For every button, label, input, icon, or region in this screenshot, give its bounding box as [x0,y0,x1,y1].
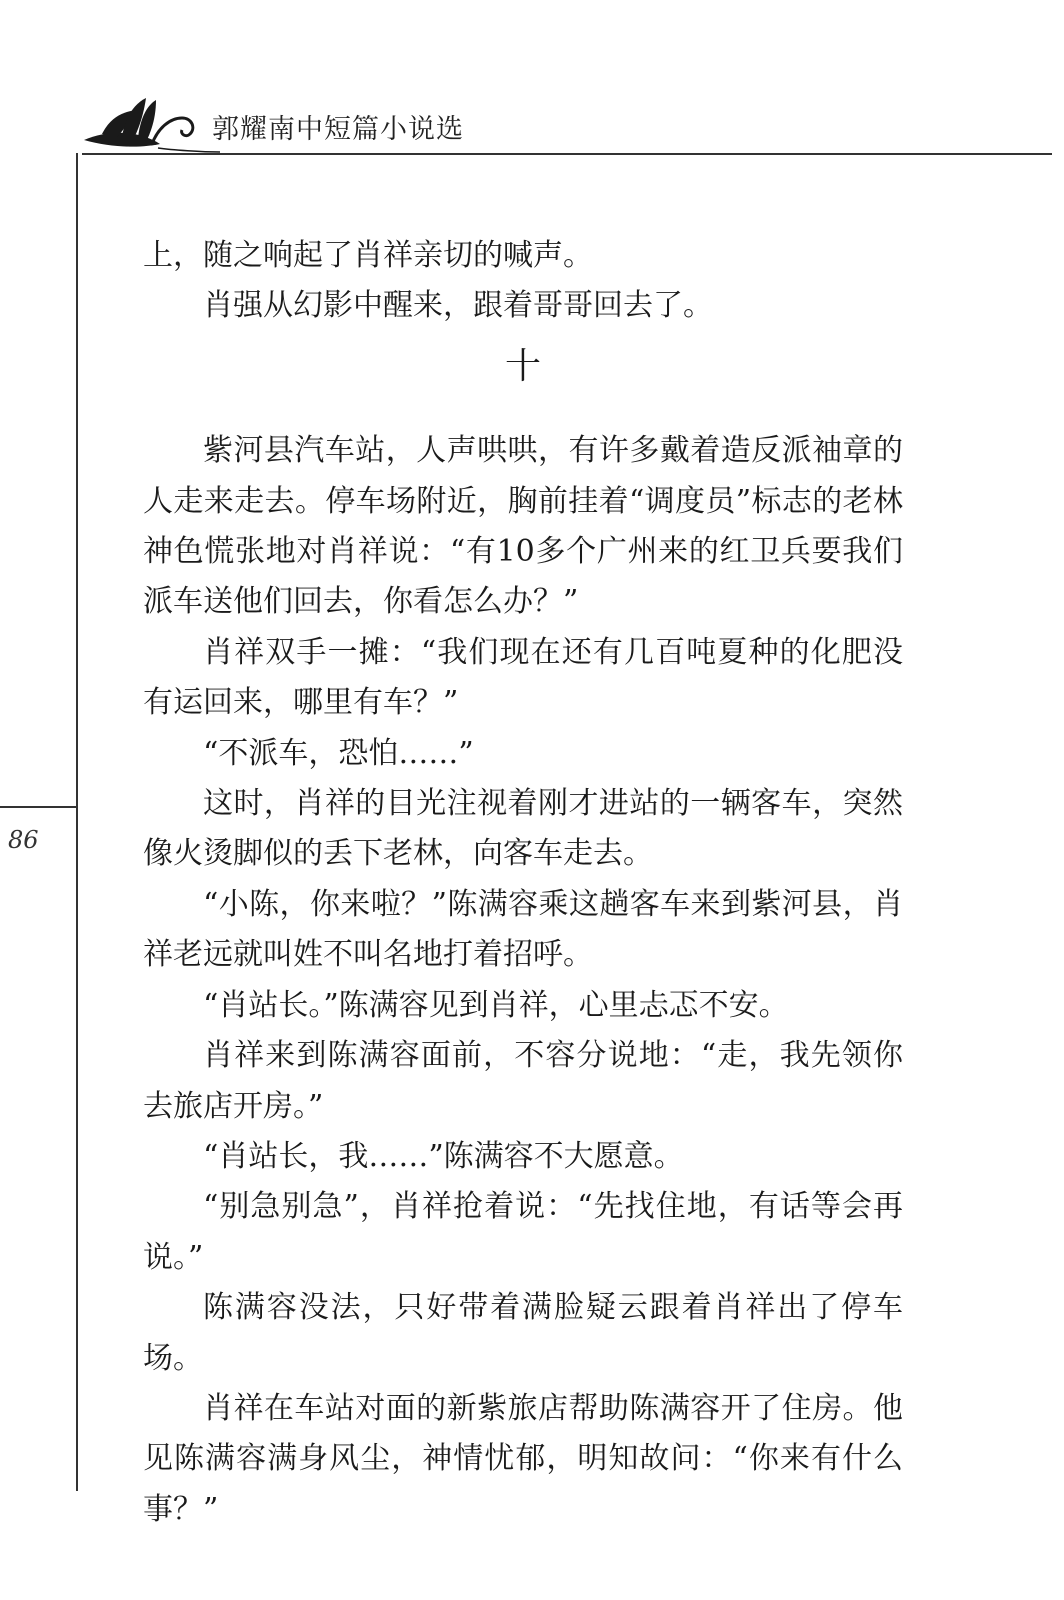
paragraph: “不派车，恐怕……” [203,735,474,771]
paragraph: “别急别急”，肖祥抢着说：“先找住地，有话等会再说。” [143,1189,903,1275]
paragraph: 上，随之响起了肖祥亲切的喊声。 [143,238,593,273]
paragraph: 紫河县汽车站，人声哄哄，有许多戴着造反派袖章的人走来走去。停车场附近，胸前挂着“调度员”标志的老林神色慌张地对肖祥说：“有10多个广州来的红卫兵要我们派车送他们回去，你看怎么办？” [143,433,903,620]
folio-rule [0,806,78,808]
paragraphs-before-section [143,231,903,332]
section-number: 十 [504,345,541,387]
page-number: 86 [8,826,39,854]
margin-rule [76,153,78,1491]
paragraph: 肖强从幻影中醒来，跟着哥哥回去了。 [203,288,713,324]
paragraph: 肖祥来到陈满容面前，不容分说地：“走，我先领你去旅店开房。” [143,1038,903,1124]
paragraph: “小陈，你来啦？”陈满容乘这趟客车来到紫河县，肖祥老远就叫姓不叫名地打着招呼。 [143,886,903,973]
page-body [143,231,903,1535]
paragraph: 肖祥双手一摊：“我们现在还有几百吨夏种的化肥没有运回来，哪里有车？” [143,634,903,721]
book-title: 郭耀南中短篇小说选 [212,114,464,145]
paragraph: “肖站长。”陈满容见到肖祥，心里忐忑不安。 [203,987,789,1023]
paragraphs-after-section [143,426,903,1535]
paragraph: 陈满容没法，只好带着满脸疑云跟着肖祥出了停车场。 [143,1290,903,1376]
paragraph: “肖站长，我……”陈满容不大愿意。 [203,1138,684,1174]
paragraph: 这时，肖祥的目光注视着刚才进站的一辆客车，突然像火烫脚似的丢下老林，向客车走去。 [143,786,903,872]
header-rule [82,153,1052,155]
paragraph: 肖祥在车站对面的新紫旅店帮助陈满容开了住房。他见陈满容满身风尘，神情忧郁，明知故问：“你来有什么事？” [143,1390,903,1527]
swirl-ornament-icon [82,88,222,158]
